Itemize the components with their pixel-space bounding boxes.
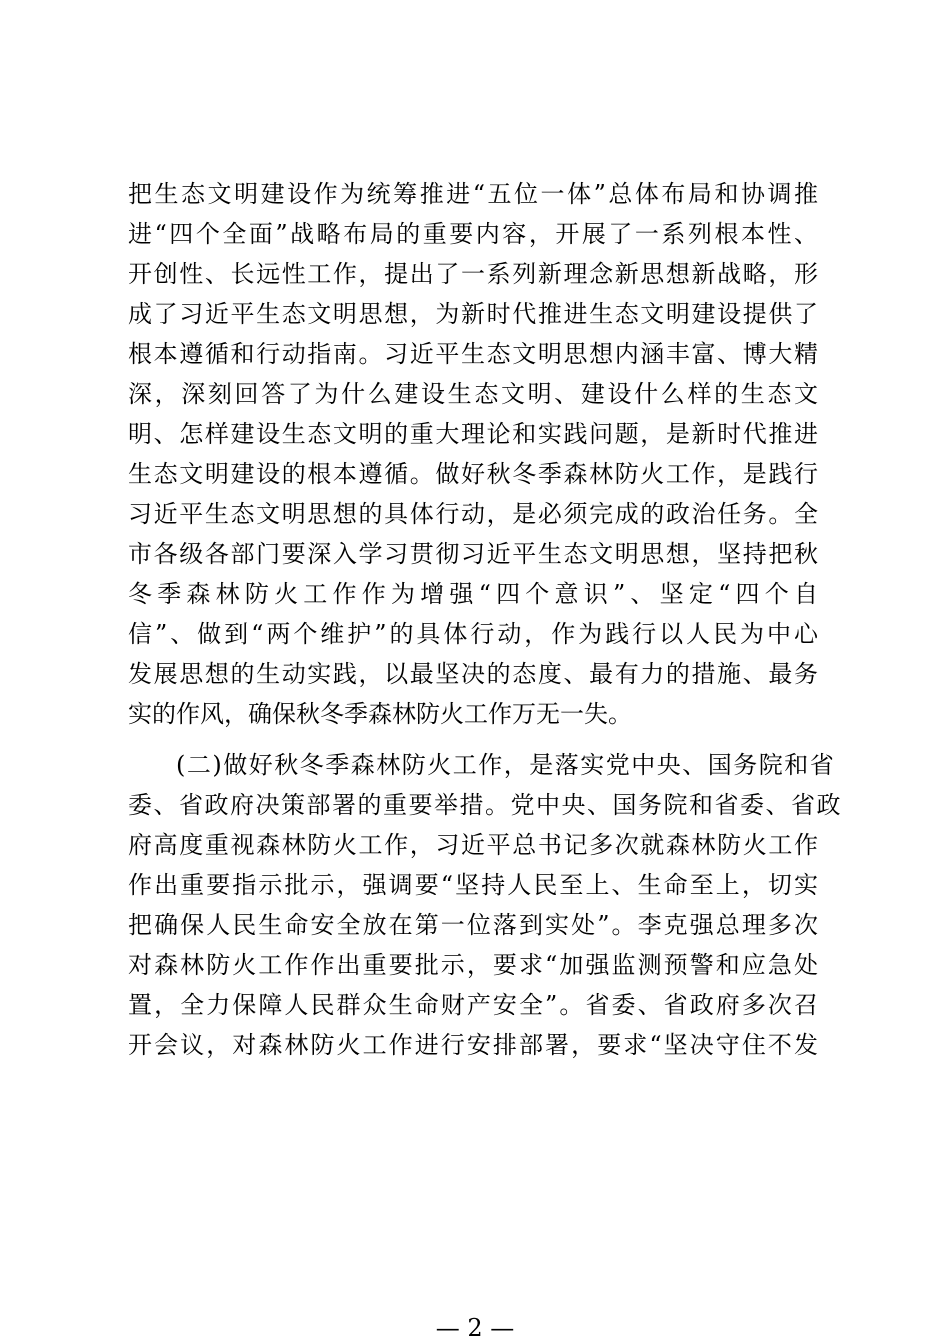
text-line: 把确保人民生命安全放在第一位落到实处”。李克强总理多次 [128,911,818,939]
text-line: 进“四个全面”战略布局的重要内容，开展了一系列根本性、 [128,220,818,248]
text-line: 实的作风，确保秋冬季森林防火工作万无一失。 [128,700,632,728]
text-line: 把生态文明建设作为统筹推进“五位一体”总体布局和协调推 [128,180,818,208]
text-line: 作出重要指示批示，强调要“坚持人民至上、生命至上，切实 [128,871,818,899]
text-line: 委、省政府决策部署的重要举措。党中央、国务院和省委、省政 [128,791,842,819]
body-text [128,174,842,1065]
text-line: 府高度重视森林防火工作，习近平总书记多次就森林防火工作 [128,831,818,859]
text-line: 成了习近平生态文明思想，为新时代推进生态文明建设提供了 [128,300,818,328]
text-line: 开会议，对森林防火工作进行安排部署，要求“坚决守住不发 [128,1031,818,1059]
text-line: 深，深刻回答了为什么建设生态文明、建设什么样的生态文 [128,380,818,408]
text-line: 市各级各部门要深入学习贯彻习近平生态文明思想，坚持把秋 [128,540,818,568]
text-line: 根本遵循和行动指南。习近平生态文明思想内涵丰富、博大精 [128,340,818,368]
text-line: 开创性、长远性工作，提出了一系列新理念新思想新战略，形 [128,260,818,288]
text-line: 习近平生态文明思想的具体行动，是必须完成的政治任务。全 [128,500,818,528]
text-line: 生态文明建设的根本遵循。做好秋冬季森林防火工作，是践行 [128,460,818,488]
text-line: 置，全力保障人民群众生命财产安全”。省委、省政府多次召 [128,991,818,1019]
text-line: 对森林防火工作作出重要批示，要求“加强监测预警和应急处 [128,951,818,979]
text-line: 发展思想的生动实践，以最坚决的态度、最有力的措施、最务 [128,660,818,688]
section-heading-line: (二)做好秋冬季森林防火工作，是落实党中央、国务院和省 [176,751,836,779]
text-line: 明、怎样建设生态文明的重大理论和实践问题，是新时代推进 [128,420,818,448]
text-line: 信”、做到“两个维护”的具体行动，作为践行以人民为中心 [128,620,818,648]
page-number: — 2 — [435,1314,515,1342]
text-line: 冬季森林防火工作作为增强“四个意识”、坚定“四个自 [128,580,818,608]
